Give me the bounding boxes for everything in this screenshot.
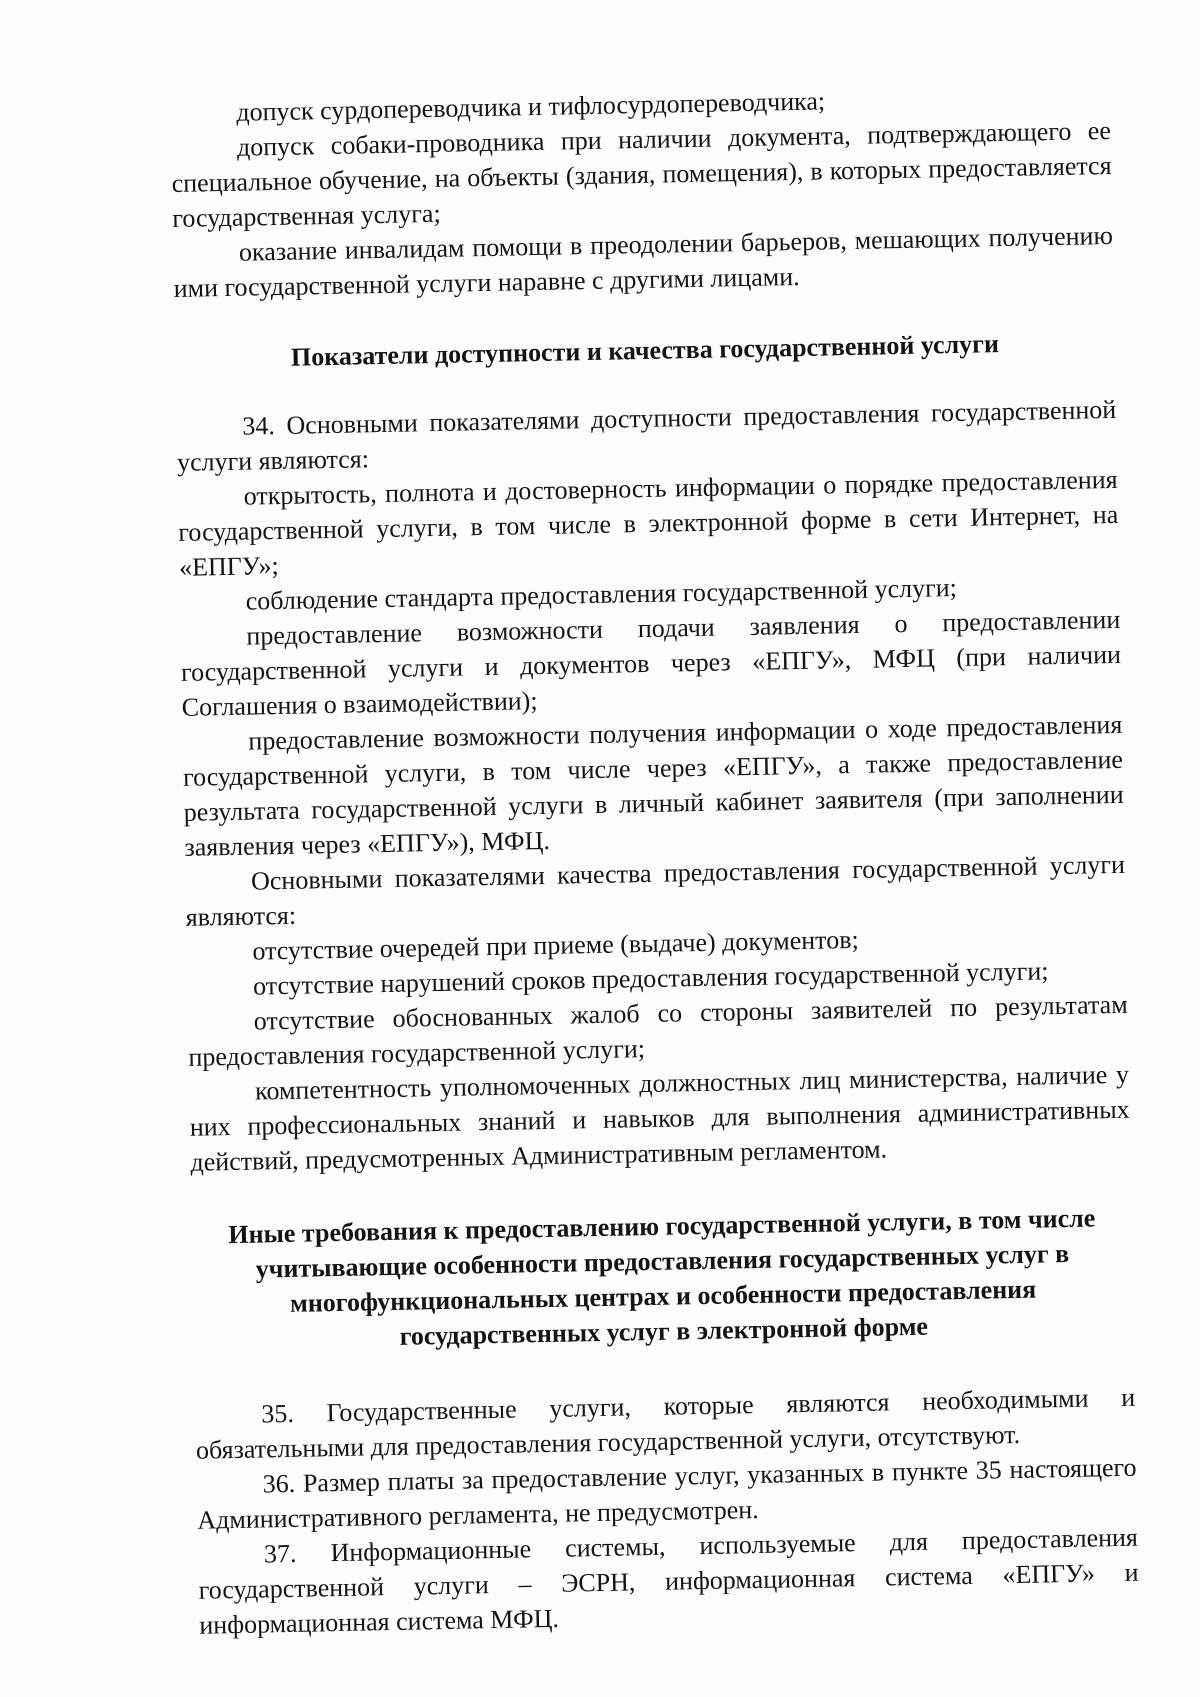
- paragraph-36: 36. Размер платы за предоставление услуг, указанных в пункте 35 настоящего Административного регламента, не предусмотрен.: [197, 1452, 1137, 1535]
- paragraph: соблюдение стандарта предоставления государственной услуги;: [245, 572, 958, 616]
- paragraph: оказание инвалидам помощи в преодолении барьеров, мешающих получению ими государственной услуги наравне с другими лицами.: [173, 220, 1114, 303]
- section-heading-availability: Показатели доступности и качества государственной услуги: [290, 329, 1000, 372]
- paragraph-37: 37. Информационные системы, используемые для предоставления государственной услуги – ЭСРН, информационная система «ЕПГУ» и информационная система МФЦ.: [198, 1522, 1139, 1640]
- section-heading-other-requirements: Иные требования к предоставлению государственной услуги, в том числе учитывающие особенности предоставления государственных услуг в многофункциональных центрах и особенности предоставления государственных услуг в электронной форме: [228, 1203, 1096, 1351]
- paragraph: Основными показателями качества предоставления государственной услуги являются:: [185, 849, 1126, 932]
- paragraph: отсутствие обоснованных жалоб со стороны заявителей по результатам предоставления государственной услуги;: [188, 989, 1128, 1072]
- paragraph: допуск сурдопереводчика и тифлосурдопереводчика;: [236, 86, 826, 127]
- paragraph: компетентность уполномоченных должностных лиц министерства, наличие у них профессиональных знаний и навыков для выполнения административных действий, предусмотренных Административным регламентом.: [189, 1059, 1130, 1177]
- paragraph: предоставление возможности получения информации о ходе предоставления государственной услуги, в том числе через «ЕПГУ», а также предоставление результата государственной услуги в личный кабинет заявителя (при заполнении заявления через «ЕПГУ»), МФЦ.: [182, 709, 1124, 862]
- paragraph: предоставление возможности подачи заявления о предоставлении государственной услуги и документов через «ЕПГУ», МФЦ (при наличии Соглашения о взаимодействии);: [180, 604, 1122, 722]
- paragraph: отсутствие нарушений сроков предоставления государственной услуги;: [252, 956, 1049, 1001]
- paragraph-35: 35. Государственные услуги, которые являются необходимыми и обязательными для предоставления государственной услуги, отсутствуют.: [195, 1382, 1136, 1465]
- document-body: [170, 78, 1140, 1643]
- paragraph: отсутствие очередей при приеме (выдаче) документов;: [252, 924, 859, 966]
- paragraph-34: 34. Основными показателями доступности предоставления государственной услуги являются:: [176, 394, 1117, 477]
- paragraph: открытость, полнота и достоверность информации о порядке предоставления государственной услуги, в том числе в электронной форме в сети Интернет, на «ЕПГУ»;: [178, 464, 1119, 582]
- paragraph: допуск собаки-проводника при наличии документа, подтверждающего ее специальное обучение, на объекты (здания, помещения), в которых предоставляется государственная услуга;: [171, 115, 1112, 233]
